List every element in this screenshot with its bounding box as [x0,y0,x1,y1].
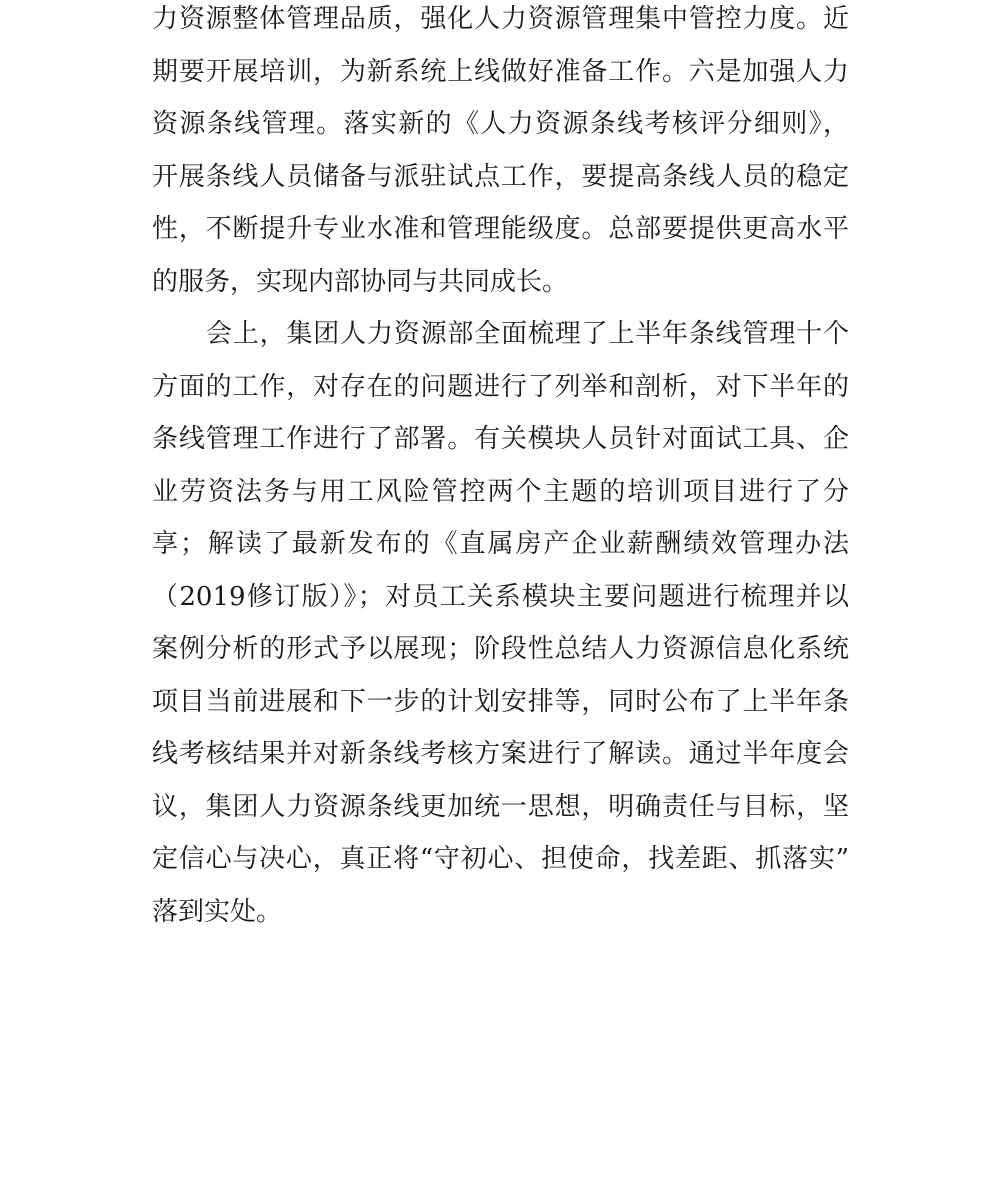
text-line: 力资源整体管理品质，强化人力资源管理集中管控力度。近 [152,4,849,34]
text-line: 业劳资法务与用工风险管控两个主题的培训项目进行了分 [152,476,849,507]
paragraph-2 [152,308,849,938]
text-line: 会上，集团人力资源部全面梳理了上半年条线管理十个 [206,319,849,349]
text-line: 的服务，实现内部协同与共同成长。 [152,266,569,297]
text-line: 线考核结果并对新条线考核方案进行了解读。通过半年度会 [152,739,849,769]
paragraph-1 [152,0,849,308]
text-line: 方面的工作，对存在的问题进行了列举和剖析，对下半年的 [152,371,849,402]
text-line: 期要开展培训，为新系统上线做好准备工作。六是加强人力 [152,56,849,87]
document-page [152,0,849,938]
text-line: 落到实处。 [152,896,283,927]
text-line: 性，不断提升专业水准和管理能级度。总部要提供更高水平 [152,214,849,244]
text-line: 议，集团人力资源条线更加统一思想，明确责任与目标，坚 [152,791,849,822]
text-line: 开展条线人员储备与派驻试点工作，要提高条线人员的稳定 [152,161,849,192]
text-line: 定信心与决心，真正将“守初心、担使命，找差距、抓落实” [152,844,849,874]
text-line: （2019修订版）》；对员工关系模块主要问题进行梳理并以 [152,581,849,612]
text-line: 享；解读了最新发布的《直属房产企业薪酬绩效管理办法 [152,529,849,559]
text-line: 资源条线管理。落实新的《人力资源条线考核评分细则》， [152,109,849,139]
text-line: 条线管理工作进行了部署。有关模块人员针对面试工具、企 [152,424,849,454]
text-line: 项目当前进展和下一步的计划安排等，同时公布了上半年条 [152,686,849,717]
text-line: 案例分析的形式予以展现；阶段性总结人力资源信息化系统 [152,634,849,664]
